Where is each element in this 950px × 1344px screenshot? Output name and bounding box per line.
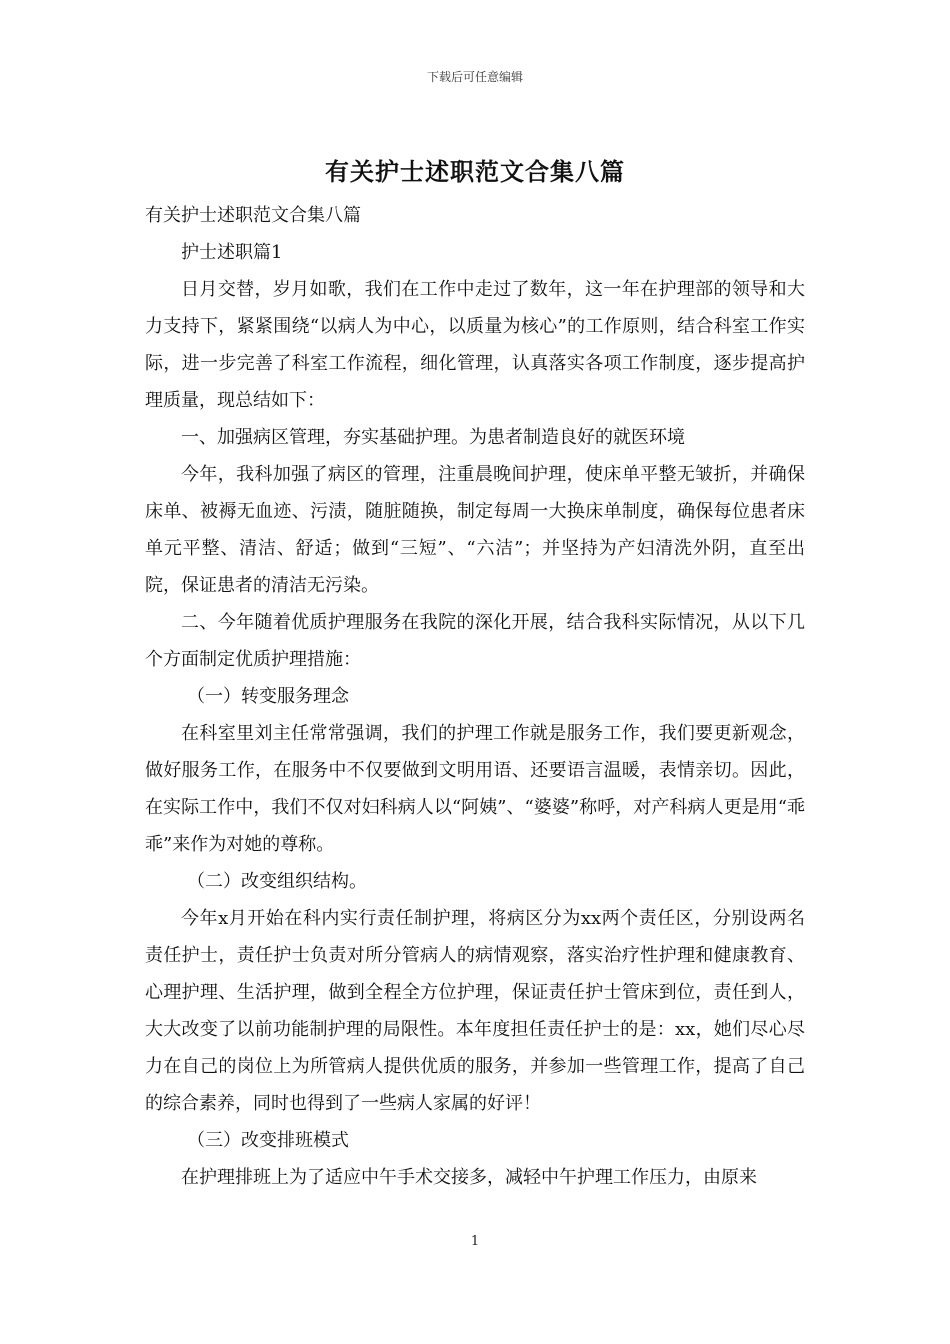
paragraph: 在护理排班上为了适应中午手术交接多，减轻中午护理工作压力，由原来 — [181, 1167, 757, 1188]
subsection-heading: （三）改变排班模式 — [187, 1130, 349, 1151]
paragraph-heading: 一、加强病区管理，夯实基础护理。为患者制造良好的就医环境 — [181, 427, 685, 448]
document-title: 有关护士述职范文合集八篇 — [325, 157, 625, 186]
paragraph: 日月交替，岁月如歌，我们在工作中走过了数年，这一年在护理部的领导和大力支持下，紧紧围绕“以病人为中心，以质量为核心”的工作原则，结合科室工作实际，进一步完善了科室工作流程，细化管理，认真落实各项工作制度，逐步提高护理质量，现总结如下： — [145, 279, 805, 411]
subsection-heading: （二）改变组织结构。 — [187, 871, 367, 892]
subsection-heading: （一）转变服务理念 — [187, 686, 349, 707]
paragraph: 今年x月开始在科内实行责任制护理，将病区分为xx两个责任区，分别设两名责任护士，责任护士负责对所分管病人的病情观察，落实治疗性护理和健康教育、心理护理、生活护理，做到全程全方位护理，保证责任护士管床到位，责任到人，大大改变了以前功能制护理的局限性。本年度担任责任护士的是：xx，她们尽心尽力在自己的岗位上为所管病人提供优质的服务，并参加一些管理工作，提高了自己的综合素养，同时也得到了一些病人家属的好评！ — [145, 908, 805, 1114]
paragraph-heading: 二、今年随着优质护理服务在我院的深化开展，结合我科实际情况，从以下几个方面制定优质护理措施： — [145, 612, 805, 670]
page-header: 下载后可任意编辑 — [426, 70, 523, 84]
paragraph: 在科室里刘主任常常强调，我们的护理工作就是服务工作，我们要更新观念，做好服务工作，在服务中不仅要做到文明用语、还要语言温暖，表情亲切。因此，在实际工作中，我们不仅对妇科病人以“阿姨”、“婆婆”称呼，对产科病人更是用“乖乖”来作为对她的尊称。 — [145, 723, 805, 855]
document-subtitle: 有关护士述职范文合集八篇 — [145, 205, 361, 226]
page-number: 1 — [470, 1234, 480, 1249]
paragraph: 今年，我科加强了病区的管理，注重晨晚间护理，使床单平整无皱折，并确保床单、被褥无血迹、污渍，随脏随换，制定每周一大换床单制度，确保每位患者床单元平整、清洁、舒适；做到“三短”、“六洁”；并坚持为产妇清洗外阴，直至出院，保证患者的清洁无污染。 — [145, 464, 805, 596]
section-heading: 护士述职篇1 — [181, 242, 283, 263]
document-body — [145, 197, 805, 1196]
